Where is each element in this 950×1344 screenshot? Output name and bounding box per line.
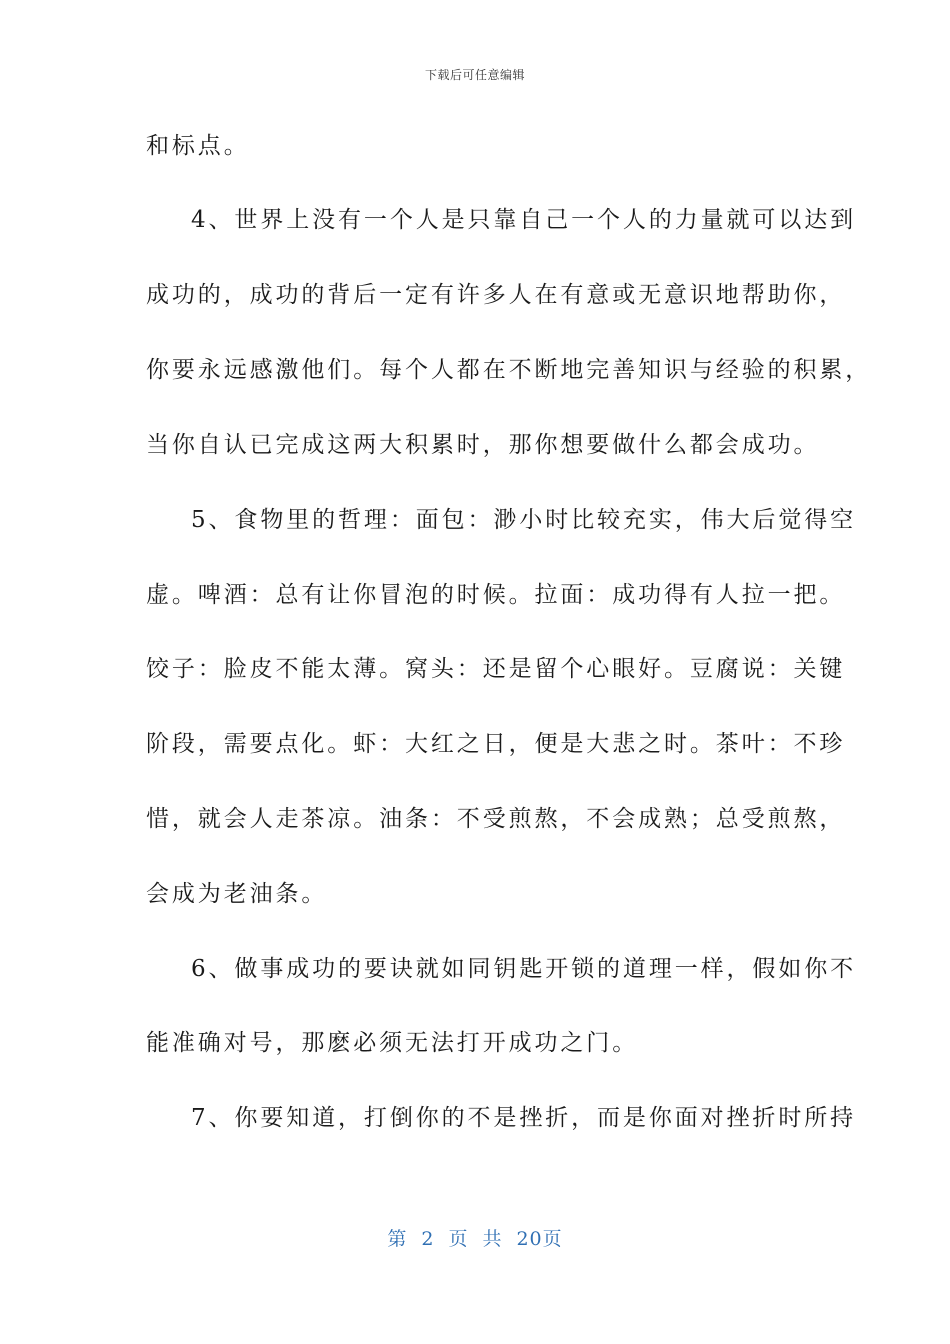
text-line: 会成为老油条。	[146, 881, 328, 907]
total-pages: 20页	[516, 1228, 563, 1250]
text-line: 虚。啤酒：总有让你冒泡的时候。拉面：成功得有人拉一把。	[146, 582, 846, 608]
text-line: 饺子：脸皮不能太薄。窝头：还是留个心眼好。豆腐说：关键	[146, 656, 846, 682]
text-line: 惜，就会人走茶凉。油条：不受煎熬，不会成熟；总受煎熬，	[146, 806, 846, 832]
text-line: 5、食物里的哲理：面包：渺小时比较充实，伟大后觉得空	[191, 507, 857, 533]
text-line: 当你自认已完成这两大积累时，那你想要做什么都会成功。	[146, 432, 820, 458]
text-line: 6、做事成功的要诀就如同钥匙开锁的道理一样，假如你不	[191, 956, 857, 982]
footer-total-word: 共	[482, 1228, 503, 1250]
text-line: 阶段，需要点化。虾：大红之日，便是大悲之时。茶叶：不珍	[146, 731, 846, 757]
footer-prefix: 第	[387, 1228, 408, 1250]
text-line: 4、世界上没有一个人是只靠自己一个人的力量就可以达到	[191, 207, 857, 233]
text-line: 7、你要知道，打倒你的不是挫折，而是你面对挫折时所持	[191, 1105, 857, 1131]
footer-page-word: 页	[448, 1228, 469, 1250]
text-line: 能准确对号，那麽必须无法打开成功之门。	[146, 1030, 639, 1056]
text-line: 和标点。	[146, 133, 250, 159]
current-page-number: 2	[421, 1228, 435, 1250]
page-footer	[0, 1224, 950, 1251]
page-header-note: 下载后可任意编辑	[424, 68, 525, 82]
text-line: 成功的，成功的背后一定有许多人在有意或无意识地帮助你，	[146, 282, 846, 308]
text-line: 你要永远感激他们。每个人都在不断地完善知识与经验的积累，	[146, 357, 872, 383]
